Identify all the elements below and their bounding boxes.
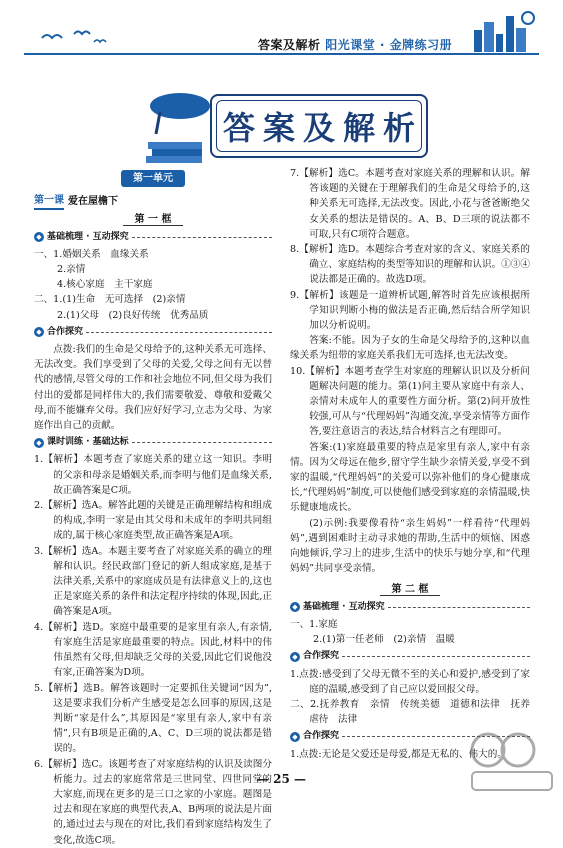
answer-item: 2.【解析】选A。解答此题的关键是正确理解结构和组成的构成,李明一家是由其父母和未成年的李明共同组成的,属于核心家庭类型,故正确答案是A项。 [34,500,272,542]
banner-char: 析 [383,109,416,147]
frame-heading [290,582,530,597]
answer-item: 8.【解析】选D。本题综合考查对家的含义、家庭关系的确立、家庭结构的类型等知识的理解和认识。①③④说法都是正确的。故选D项。 [290,244,530,286]
answer-line: 4.核心家庭 主干家庭 [57,279,153,291]
answer-item: 1.【解析】本题考查了家庭关系的建立这一知识。李明的父亲和母亲是婚姻关系,而李明与他们是血缘关系,故正确答案是C项。 [34,454,272,496]
lesson-number: 第一课 [34,193,64,210]
header-rule [24,53,539,55]
section-title: 基础梳理 · 互动探究 [303,601,385,612]
answer-item: 3.【解析】选A。本题主要考查了对家庭关系的确立的理解和认识。经民政部门登记的新人组成家庭,是基于法律关系,关系中的家庭成员是有法律意义上的,这也正是家庭关系的条件和法定程序持续的体现,因此,正确答案是A项。 [34,545,272,618]
frame-title: 第 一 框 [123,214,184,226]
answer-text: (2)示例:我要像看待“亲生妈妈”一样看待“代理妈妈”,遇到困难时主动寻求她的帮助,生活中的烦恼、困惑向她倾诉,学习上的进步,生活中的快乐与她分享,和“代理妈妈”共同享受亲情。 [290,517,530,575]
section-banner [140,84,440,170]
desk-lamp-books-icon [140,86,220,168]
section-bullet-icon: ◆ [290,602,300,612]
section-rule [342,656,530,657]
section-title: 基础梳理 · 互动探究 [47,231,129,242]
answer-line: 二、1.(1)生命 无可选择 (2)亲情 [34,294,186,306]
banner-char: 及 [302,109,335,147]
lesson-title: 爱在屋檐下 [68,196,118,208]
answer-text: 答案:(1)家庭最重要的特点是家里有亲人,家中有亲情。因为父母远在他乡,留守学生缺少亲情关爱,享受不到家的温暖,“代理妈妈”的关爱可以弥补他们的身心健康成长,“代理妈妈”制度,可以使他们感受到家庭的亲情温暖,快乐健康地成长。 [290,441,530,514]
lesson-heading [34,193,272,210]
header-title-main: 答案及解析 [258,38,321,52]
unit-heading [34,170,272,187]
answer-item: 5.【解析】选B。解答该题时一定要抓住关键词“因为”,这是要求我们分析产生感受是怎么回事的原因,这是判断“家是什么”,其原因是“家里有亲人,家中有亲情”,只有B项是正确的,A、C、D三项的说法都是错误的。 [34,682,272,755]
section-rule [132,442,272,443]
section-title: 课时训练 · 基础达标 [47,437,129,448]
page-number: — 25 — [256,772,307,786]
section-bullet-icon: ◆ [34,327,44,337]
banner-char: 解 [343,109,376,147]
right-column [290,166,540,762]
city-skyline-icon [470,8,540,54]
answer-item: 1.点拨:无论是父爱还是母爱,都是无私的、伟大的。 [290,748,507,760]
banner-title-box [210,94,428,158]
answer-line: 一、1.婚姻关系 血缘关系 [34,248,149,260]
section-heading [34,230,272,245]
answer-text: 答案:不能。因为子女的生命是父母给予的,这种以血缘关系为纽带的家庭关系我们无可选择,也无法改变。 [290,335,530,362]
running-header-title [258,36,452,53]
answer-item: 9.【解析】该题是一道辨析试题,解答时首先应该根据所学知识判断小梅的做法是否正确,然后结合所学知识加以分析说明。 [290,289,530,332]
section-bullet-icon: ◆ [34,438,44,448]
banner-char: 案 [262,109,295,147]
left-column [34,166,272,848]
section-title: 合作探究 [303,651,340,662]
banner-char: 答 [222,109,255,147]
frame-heading [34,212,272,227]
section-heading [290,600,530,615]
answer-item: 二、2.抚养教育 亲情 传统美德 道德和法律 抚养 虐待 法律 [290,698,540,726]
answer-item: 7.【解析】选C。本题考查对家庭关系的理解和认识。解答该题的关键在于理解我们的生命是父母给予的,这种关系无可选择,无法改变。因此,小花与爸爸断绝父女关系的想法是错误的。A、B、D三项的说法都不可取,只有C项符合题意。 [290,168,530,240]
section-heading [34,435,272,450]
answer-item: 6.【解析】选C。该题考查了对家庭结构的认识及读图分析能力。过去的家庭常常是三世同堂、四世同堂的大家庭,而现在更多的是三口之家的小家庭。题图是过去和现在家庭的典型代表,A、B两项的说法是片面的,通过过去与现在的对比,我们看到家庭结构发生了变化,故选C项。 [34,758,272,846]
section-bullet-icon: ◆ [290,652,300,662]
section-heading [34,325,272,340]
answer-line: 2.(1)第一任老师 (2)亲情 温暖 [313,634,455,646]
unit-badge: 第一单元 [121,170,185,187]
section-bullet-icon: ◆ [34,232,44,242]
answer-item: 10.【解析】本题考查学生对家庭的理解认识以及分析问题解决问题的能力。第(1)问主要从家庭中有亲人、亲情对未成年人的重要性方面分析。第(2)问开放性较强,可从与“代理妈妈”沟通交流,享受亲情等方面作答,要注意语言的表达,结合材料言之有理即可。 [290,365,530,438]
section-rule [132,237,272,238]
answer-item: 4.【解析】选D。家庭中最重要的是家里有亲人,有亲情,有家庭生活是家庭最重要的特点。因此,材料中的伟伟虽然有父母,但却缺乏父母的关爱,因此它们说他没有家,正确答案为D项。 [34,621,272,679]
answer-line: 2.亲情 [57,264,86,276]
birds-illustration [40,26,110,48]
section-heading [290,649,530,664]
page-header [0,0,563,62]
answer-line: 2.(1)父母 (2)良好传统 优秀品质 [57,309,209,321]
frame-title: 第 二 框 [380,584,441,596]
answer-line: 一、1.家庭 [290,618,338,630]
section-rule [388,607,530,608]
section-rule [86,332,272,333]
section-bullet-icon: ◆ [290,732,300,742]
section-title: 合作探究 [303,731,340,742]
header-title-series: 阳光课堂 · 金牌练习册 [325,38,453,52]
section-title: 合作探究 [47,326,84,337]
answer-paragraph: 点拨:我们的生命是父母给予的,这种关系无可选择、无法改变。我们享受到了父母的关爱,父母之间有无以替代的感情,尽管父母的工作和社会地位不同,但父母为我们付出的爱都是同样伟大的,我们需要敬爱、尊敬和爱戴父母,而不能嫌弃父母。我们应好好学习,立志为父母、为家庭作出自己的贡献。 [34,344,272,432]
answer-item: 1.点拨:感受到了父母无微不至的关心和爱护,感受到了家庭的温暖,感受到了自己应以爱回报父母。 [290,668,530,695]
